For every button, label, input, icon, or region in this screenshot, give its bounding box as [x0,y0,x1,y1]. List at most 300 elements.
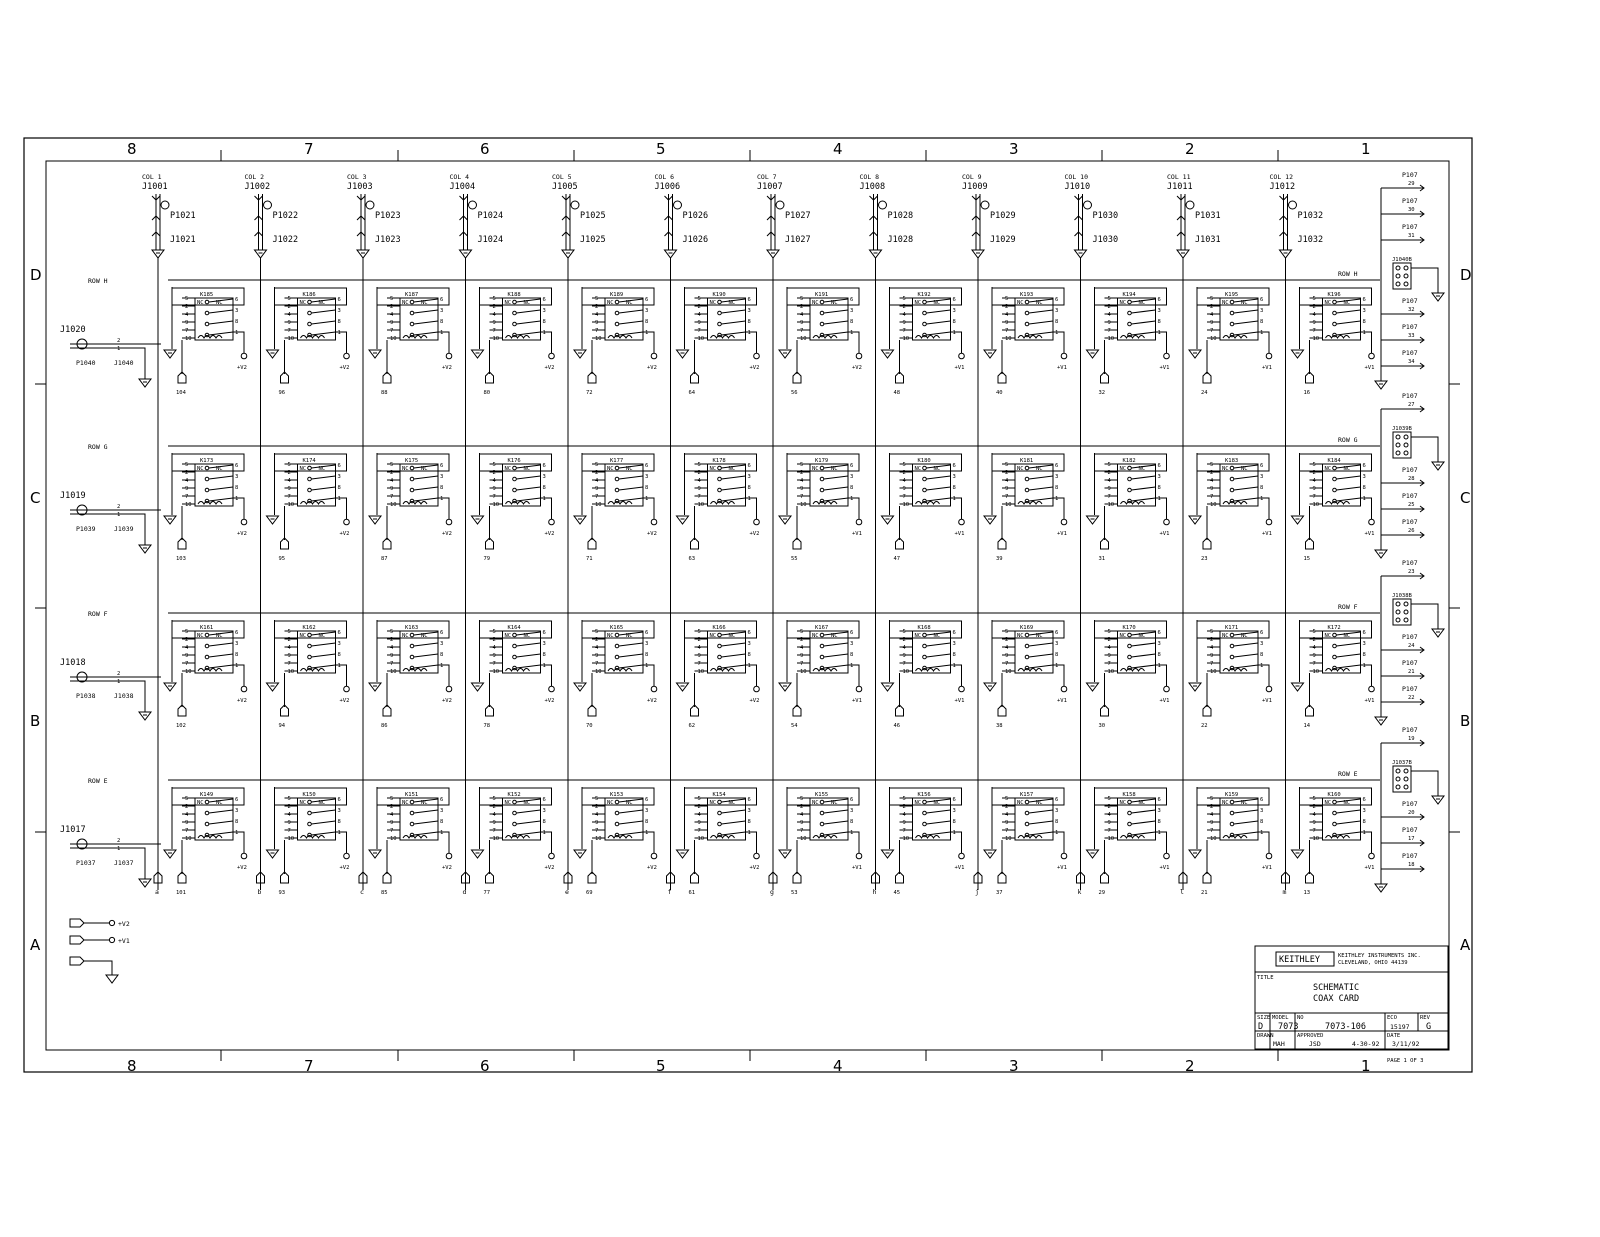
eco-value: 15197 [1390,1023,1410,1031]
relay-pin-left: 7 [697,328,701,334]
column-jack: J1009 [962,182,988,192]
relay-contact-arm [209,498,233,501]
test-point-label: 103 [176,556,186,562]
relay-nc-label: NC [523,466,531,472]
relay-pin-left: 5 [390,296,394,302]
relay-nc-label: NC [607,800,614,806]
ground-icon [139,712,151,720]
relay-contact-arm [1029,310,1053,313]
relay-pin-left: 7 [185,661,189,667]
relay-pin-left: 10 [595,669,602,675]
pin-number: 1 [117,346,121,352]
relay-contact-icon [410,311,414,315]
relay-pin-left: 5 [800,796,804,802]
relay-designator: K163 [405,625,419,631]
relay-pin-right: 6 [440,630,444,636]
relay-pin-left: 7 [595,828,599,834]
test-point-label: 29 [1098,890,1106,896]
pin-number: 2 [117,671,121,677]
row-jack: J1018 [60,658,86,668]
relay-contact-icon [1333,311,1337,315]
supply-node-icon [959,519,965,525]
test-point-label: 31 [1098,556,1106,562]
relay-nc-label: NC [421,300,428,306]
relay-contact-arm [1337,665,1361,668]
relay-pin-right: 3 [1157,641,1161,647]
supply-node-icon [1369,853,1375,859]
relay-coil-icon [813,836,837,839]
relay-contact-icon [718,477,722,481]
relay-pin-right: 6 [645,463,649,469]
relay-contact-arm [1132,476,1156,479]
relay-pin-right: 8 [542,819,546,825]
relay-pin-left: 4 [390,645,394,651]
relay-pin-right: 6 [542,463,546,469]
relay-contact-arm [414,487,438,490]
relay-pin-right: 3 [952,474,956,480]
relay [1282,787,1375,896]
relay-pin-left: 5 [595,462,599,468]
relay-pin-left: 7 [1107,328,1111,334]
relay-contact-arm [1029,810,1053,813]
relay-contact-icon [1230,488,1234,492]
relay-pin-left: 5 [697,296,701,302]
plug-pin: 26 [1408,528,1415,534]
test-point-label: 87 [381,556,388,562]
relay-pin-right: 3 [1055,474,1059,480]
relay-pin-left: 7 [1005,328,1009,334]
relay-pin-left: 4 [1107,645,1111,651]
relay-coil-icon [916,836,940,839]
supply-node-icon [856,686,862,692]
ground-icon [677,350,689,358]
row-plug: P1037 [76,859,96,867]
relay-pin-left: 2 [492,304,496,310]
relay-pin-right: 8 [440,819,444,825]
relay-pin-right: 6 [1362,630,1366,636]
relay-pin-right: 3 [747,808,751,814]
plug-pin: 32 [1408,307,1415,313]
supply-node-icon [754,519,760,525]
relay-nc-label: NC [1343,466,1351,472]
relay-pin-left: 2 [595,637,599,643]
supply-label: +V1 [1159,365,1170,371]
relay-coil-icon [1223,836,1247,839]
row-label-right: ROW F [1338,603,1358,611]
relay-designator: K178 [712,458,726,464]
relay-pin-left: 4 [1107,478,1111,484]
relay-pin-left: 9 [1312,320,1316,326]
relay-contact-arm [927,832,951,835]
relay-pin-right: 6 [1260,297,1264,303]
relay [369,453,452,562]
relay-coil-icon [711,336,735,339]
relay-pin-left: 2 [902,470,906,476]
relay-designator: K179 [815,458,829,464]
right-connector-block [1375,726,1444,892]
coax-jack-icon [264,201,272,209]
relay-pin-right: 3 [235,474,239,480]
relay-nc-label: NC [1138,800,1146,806]
relay-contact-arm [1337,487,1361,490]
relay-contact-arm [517,643,541,646]
bus-letter: j [975,888,979,896]
ground-icon [267,350,279,358]
relay-pin-left: 5 [287,296,291,302]
connector-pin-icon [1396,282,1400,286]
relay-pin-left: 5 [800,629,804,635]
relay-contact-icon [820,466,824,470]
ground-icon [369,850,381,858]
relay-nc-label: NC [299,800,307,806]
ground-icon [472,516,484,524]
relay-pin-left: 9 [902,820,906,826]
plug-pin: 33 [1408,333,1415,339]
relay-pin-left: 7 [492,661,496,667]
supply-label: +V2 [749,865,760,871]
relay-pin-left: 7 [595,661,599,667]
relay-contact-arm [312,310,336,313]
relay-coil-icon [711,669,735,672]
relay-contact-arm [619,654,643,657]
column-plug: P1021 [170,211,196,221]
relay-contact-arm [517,654,541,657]
ground-icon [267,516,279,524]
relay-pin-right: 8 [440,485,444,491]
relay-pin-left: 5 [1107,462,1111,468]
column-low-jack: J1025 [580,235,606,245]
relay-pin-left: 9 [595,320,599,326]
test-point-label: 70 [586,723,593,729]
relay-pin-left: 9 [595,486,599,492]
legend-connector-icon [70,919,84,927]
column-label: COL 9 [962,173,982,181]
matrix-row [60,270,1380,396]
relay-contact-arm [414,821,438,824]
relay-pin-right: 3 [747,474,751,480]
relay-contact-icon [1025,811,1029,815]
relay-pin-right: 8 [337,485,341,491]
relay-pin-right: 3 [645,808,649,814]
relay-designator: K166 [712,625,726,631]
supply-node-icon [1061,353,1067,359]
drawn-value: MAH [1273,1040,1285,1048]
relay-pin-left: 10 [492,336,500,342]
ground-icon [1292,683,1304,691]
ground-icon [984,850,996,858]
relay-nc-label: NC [216,800,223,806]
relay-nc-label: NC [626,300,633,306]
relay-pin-left: 5 [1312,462,1316,468]
relay-pin-left: 9 [1312,486,1316,492]
relay-nc-label: NC [299,300,307,306]
relay-nc-label: NC [402,800,409,806]
relay-contact-arm [517,821,541,824]
relay-nc-label: NC [197,300,204,306]
relay-pin-left: 2 [1210,470,1214,476]
row-jack-b: J1039 [114,525,134,533]
relay-contact-arm [414,654,438,657]
relay-pin-right: 1 [747,330,751,336]
relay-nc-label: NC [728,466,736,472]
relay-contact-icon [410,644,414,648]
relay-contact-icon [205,655,209,659]
relay [872,787,965,896]
relay-coil-icon [506,669,530,672]
test-point-label: 32 [1098,390,1106,396]
relay-pin-left: 2 [1210,804,1214,810]
relay-contact-arm [414,832,438,835]
relay-contact-icon [513,644,517,648]
relay-pin-left: 10 [697,336,705,342]
test-point-label: 40 [996,390,1003,396]
relay-designator: K157 [1020,792,1034,798]
ground-icon [984,683,996,691]
zone-col-bottom: 4 [833,1057,843,1075]
row-label: ROW E [88,777,108,785]
plug-pin: 31 [1408,233,1415,239]
ground-icon [472,683,484,691]
coax-jack-icon [161,201,169,209]
relay-contact-arm [312,654,336,657]
relay-contact-arm [209,832,233,835]
relay-pin-right: 3 [235,808,239,814]
relay-contact-arm [1132,487,1156,490]
relay-pin-left: 7 [1107,661,1111,667]
relay-pin-left: 10 [1005,502,1012,508]
relay-pin-right: 6 [235,297,239,303]
supply-label: +V2 [339,365,350,371]
relay-pin-left: 5 [697,796,701,802]
column-jack: J1004 [449,182,476,192]
zone-col-top: 6 [480,140,490,158]
relay-nc-label: NC [1017,800,1024,806]
relay-pin-right: 8 [235,485,239,491]
relay-pin-left: 4 [492,478,496,484]
relay-pin-right: 6 [542,797,546,803]
relay-contact-arm [1029,498,1053,501]
relay-contact-arm [927,310,951,313]
relay-contact-arm [209,643,233,646]
relay-pin-left: 5 [697,629,701,635]
relay-contact-icon [615,477,619,481]
relay-pin-left: 4 [697,478,701,484]
relay-nc-label: NC [812,633,819,639]
relay-pin-left: 9 [1107,653,1111,659]
relay-nc-label: NC [1036,466,1043,472]
supply-node-icon [344,686,350,692]
relay-pin-right: 8 [645,485,649,491]
relay-pin-left: 10 [1210,336,1217,342]
relay-coil-icon [1018,669,1042,672]
connector-pin-icon [1396,602,1400,606]
relay-pin-left: 5 [1005,796,1009,802]
row-label: ROW F [88,610,108,618]
ground-icon [574,850,586,858]
test-point-label: 30 [1098,723,1106,729]
test-point-label: 63 [688,556,696,562]
relay-pin-right: 8 [235,319,239,325]
relay-nc-label: NC [1241,300,1248,306]
relay-contact-icon [615,466,619,470]
plug-name: P107 [1402,492,1418,500]
plug-name: P107 [1402,800,1418,808]
relay [564,787,657,896]
supply-node-icon [1164,519,1170,525]
relay-pin-left: 4 [1210,478,1214,484]
relay [574,620,657,729]
relay-pin-left: 10 [390,836,397,842]
relay-contact-icon [1025,311,1029,315]
relay-pin-left: 2 [390,804,394,810]
relay-contact-icon [410,800,414,804]
supply-node-icon [651,686,657,692]
relay-contact-arm [517,832,541,835]
test-point-label: 39 [996,556,1003,562]
test-point-label: 95 [278,556,286,562]
relay-contact-icon [820,822,824,826]
ground-icon [1189,516,1201,524]
relay-contact-icon [1025,822,1029,826]
supply-node-icon [754,353,760,359]
relay-nc-label: NC [1119,300,1127,306]
test-point-label: 37 [996,890,1003,896]
ground-icon [1432,293,1444,301]
relay-contact-icon [1128,477,1132,481]
relay-pin-left: 2 [1005,804,1009,810]
supply-node-icon [754,686,760,692]
relay-pin-left: 10 [1107,502,1115,508]
relay-pin-right: 1 [235,496,239,502]
row-jack: J1019 [60,491,86,501]
relay-pin-left: 7 [1312,661,1316,667]
relay-nc-label: NC [1343,800,1351,806]
relay-pin-left: 2 [1107,470,1111,476]
relay-contact-arm [517,810,541,813]
relay-pin-left: 9 [697,486,701,492]
relay-contact-icon [1025,466,1029,470]
relay-pin-left: 10 [697,836,705,842]
relay-coil-icon [1018,836,1042,839]
relay-designator: K177 [610,458,624,464]
test-point-label: 96 [278,390,286,396]
plug-name: P107 [1402,323,1418,331]
relay-pin-left: 5 [185,629,189,635]
supply-label: +V1 [1262,698,1272,704]
legend-v2: +V2 [118,920,130,928]
ground-icon [677,850,689,858]
relay-pin-left: 7 [697,661,701,667]
relay [1087,620,1170,729]
column-headers [142,173,1323,890]
test-point-label: 62 [688,723,696,729]
relay-pin-right: 3 [1157,474,1161,480]
relay-pin-right: 3 [645,308,649,314]
column-low-jack: J1030 [1092,235,1119,245]
column-header [655,173,709,890]
supply-node-icon [856,353,862,359]
relay-pin-right: 1 [850,330,854,336]
supply-node-icon [1061,853,1067,859]
zone-col-bottom: 2 [1185,1057,1195,1075]
relay-contact-arm [1234,476,1258,479]
supply-node-icon [549,853,555,859]
relay-contact-icon [308,644,312,648]
plug-pin: 27 [1408,402,1415,408]
ground-icon [1280,250,1292,258]
relay-pin-left: 4 [595,645,599,651]
relay-designator: K172 [1327,625,1341,631]
relay-contact-arm [517,498,541,501]
supply-label: +V1 [1159,698,1170,704]
relay-designator: K194 [1122,292,1136,298]
relay-pin-left: 5 [800,462,804,468]
relay-contact-arm [414,321,438,324]
relay-pin-left: 5 [185,796,189,802]
relay-contact-icon [1333,322,1337,326]
relay [677,287,760,396]
relay [677,620,760,729]
relay-nc-label: NC [1241,633,1248,639]
supply-label: +V1 [1057,865,1067,871]
relay-pin-right: 3 [850,808,854,814]
relay-designator: K149 [200,792,214,798]
relay [1189,287,1272,396]
relay-pin-right: 3 [952,808,956,814]
relay-pin-left: 9 [185,486,189,492]
relay-nc-label: NC [216,633,223,639]
relay-pin-right: 3 [1157,808,1161,814]
relay-pin-right: 3 [1260,808,1264,814]
ground-icon [562,250,574,258]
relay-coil-icon [403,669,427,672]
relay-pin-left: 10 [390,336,397,342]
relay-contact-icon [615,800,619,804]
relay-contact-icon [513,488,517,492]
relay-pin-right: 1 [1260,496,1264,502]
relay-pin-right: 8 [1362,652,1366,658]
supply-label: +V1 [1159,531,1170,537]
relay-contact-arm [1132,310,1156,313]
relay-contact-icon [923,488,927,492]
relay-nc-label: NC [402,633,409,639]
supply-node-icon [1369,686,1375,692]
relay-pin-left: 10 [1312,336,1320,342]
relay-pin-right: 3 [542,474,546,480]
relay-contact-icon [718,466,722,470]
relay-coil-icon [198,336,222,339]
ground-icon [1292,516,1304,524]
zone-col-top: 1 [1361,140,1371,158]
relay-pin-left: 4 [492,645,496,651]
row-jack-b: J1040 [114,359,134,367]
supply-node-icon [1061,686,1067,692]
relay-pin-right: 3 [1362,308,1366,314]
relay-pin-left: 10 [287,836,295,842]
relay-pin-right: 8 [542,652,546,658]
relay-nc-label: NC [523,633,531,639]
relay-contact-icon [615,488,619,492]
relay-pin-left: 7 [1005,828,1009,834]
matrix-row [60,436,1380,562]
relay-contact-icon [615,300,619,304]
relay-pin-right: 6 [1260,463,1264,469]
ground-icon [472,350,484,358]
supply-node-icon [651,519,657,525]
ground-icon [574,683,586,691]
relay-pin-left: 10 [185,836,192,842]
plug-name: P107 [1402,726,1418,734]
